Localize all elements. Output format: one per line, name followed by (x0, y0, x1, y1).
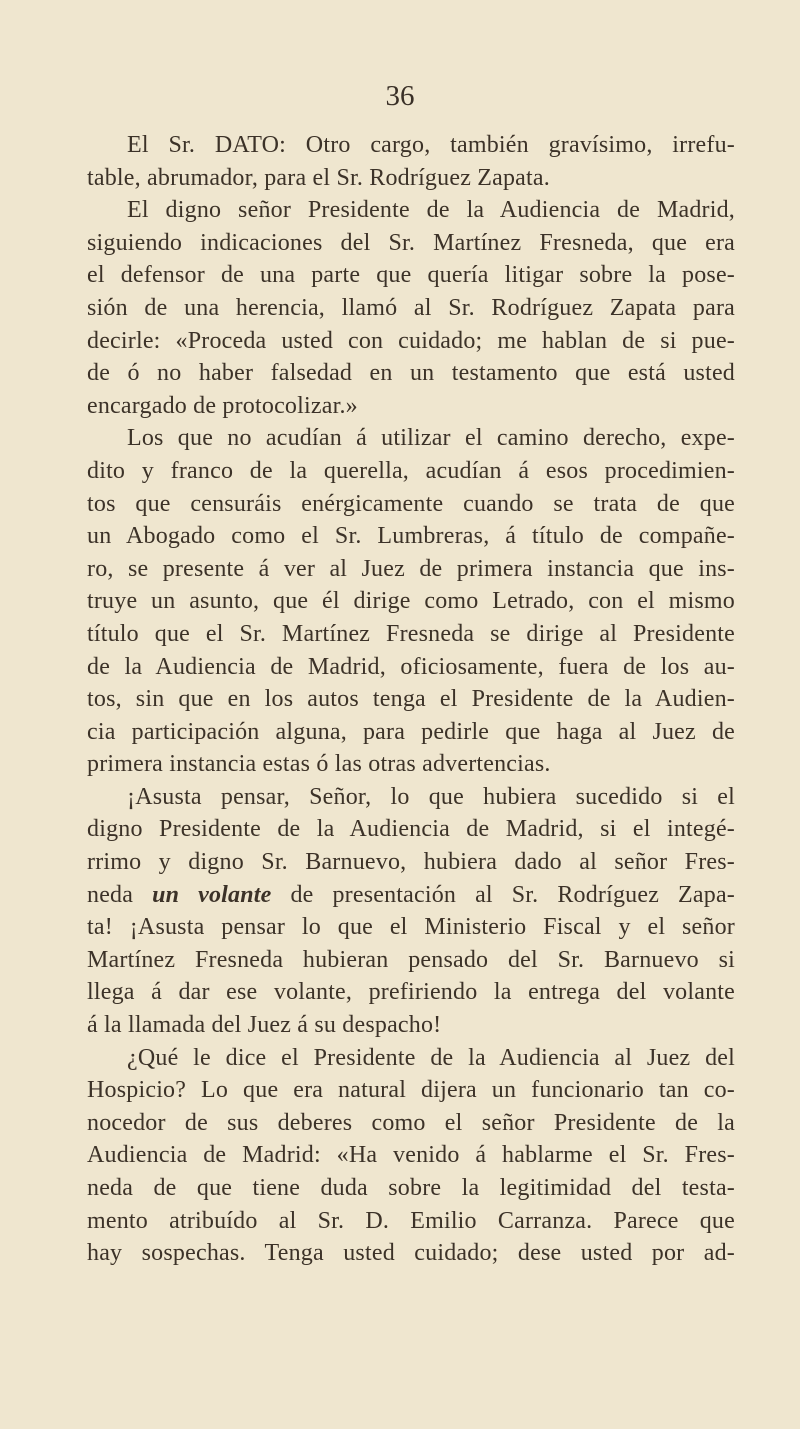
body-text (87, 129, 735, 1270)
text-line: ¿Qué le dice el Presidente de la Audiencia al Juez del (127, 1044, 735, 1071)
text-line: llega á dar ese volante, prefiriendo la entrega del volante (87, 979, 735, 1006)
italic-phrase: un volante (152, 881, 272, 908)
text-line: Audiencia de Madrid: «Ha venido á hablarme el Sr. Fres- (87, 1142, 735, 1169)
text-line: El Sr. DATO: Otro cargo, también gravísimo, irrefu- (127, 132, 735, 158)
text-line: dito y franco de la querella, acudían á esos procedimien- (87, 457, 735, 484)
text-line: Martínez Fresneda hubieran pensado del Sr. Barnuevo si (87, 946, 735, 973)
text-segment: de presentación al Sr. Rodríguez Zapa- (271, 881, 735, 908)
text-line: el defensor de una parte que quería litigar sobre la pose- (87, 262, 735, 289)
text-line: siguiendo indicaciones del Sr. Martínez Fresneda, que era (87, 229, 735, 256)
text-segment: neda (87, 881, 153, 908)
text-line: nocedor de sus deberes como el señor Presidente de la (87, 1109, 735, 1136)
text-line: primera instancia estas ó las otras advertencias. (87, 751, 551, 778)
page-number: 36 (385, 80, 415, 112)
text-line: neda de que tiene duda sobre la legitimidad del testa- (87, 1175, 735, 1201)
text-line: cia participación alguna, para pedirle que haga al Juez de (87, 718, 735, 745)
text-line: table, abrumador, para el Sr. Rodríguez Zapata. (87, 164, 550, 191)
text-line-with-italic (87, 879, 735, 912)
text-line: sión de una herencia, llamó al Sr. Rodríguez Zapata para (87, 294, 735, 321)
text-line: decirle: «Proceda usted con cuidado; me hablan de si pue- (87, 327, 735, 354)
text-line: de la Audiencia de Madrid, oficiosamente, fuera de los au- (87, 653, 735, 680)
text-line: ta! ¡Asusta pensar lo que el Ministerio Fiscal y el señor (87, 914, 735, 941)
text-line: á la llamada del Juez á su despacho! (87, 1012, 442, 1039)
text-line: un Abogado como el Sr. Lumbreras, á título de compañe- (87, 523, 735, 550)
text-line: truye un asunto, que él dirige como Letrado, con el mismo (87, 588, 735, 615)
text-line: Hospicio? Lo que era natural dijera un funcionario tan co- (87, 1077, 735, 1104)
text-line: rrimo y digno Sr. Barnuevo, hubiera dado al señor Fres- (87, 849, 735, 876)
text-line: de ó no haber falsedad en un testamento que está usted (87, 360, 735, 387)
text-line: digno Presidente de la Audiencia de Madrid, si el integé- (87, 816, 735, 843)
text-line: tos que censuráis enérgicamente cuando se trata de que (87, 490, 735, 517)
text-line: ¡Asusta pensar, Señor, lo que hubiera sucedido si el (127, 783, 735, 810)
text-line: Los que no acudían á utilizar el camino derecho, expe- (127, 425, 735, 452)
text-line: El digno señor Presidente de la Audiencia de Madrid, (127, 197, 735, 224)
text-line: ro, se presente á ver al Juez de primera instancia que ins- (87, 555, 735, 582)
text-line: tos, sin que en los autos tenga el Presidente de la Audien- (87, 686, 735, 713)
text-line: hay sospechas. Tenga usted cuidado; dese usted por ad- (87, 1240, 735, 1267)
text-line: título que el Sr. Martínez Fresneda se dirige al Presidente (87, 620, 735, 647)
text-line: mento atribuído al Sr. D. Emilio Carranza. Parece que (87, 1207, 735, 1234)
text-line: encargado de protocolizar.» (87, 392, 358, 419)
